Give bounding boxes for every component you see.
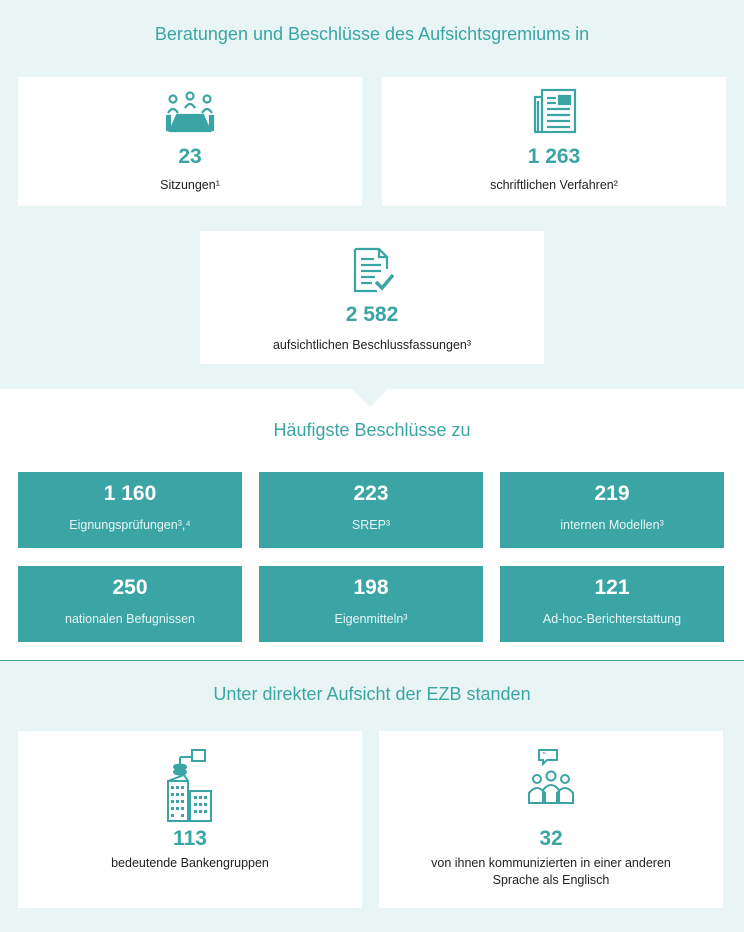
meetings-count: 23 [178,145,202,168]
bank-buildings-icon [164,747,216,823]
tile-internal-models [500,472,724,548]
significant-groups-label: bedeutende Bankengruppen [111,856,269,870]
meeting-table-icon [165,89,215,135]
non-english-label: von ihnen kommunizierten in einer anderen Sprache als Englisch [431,856,671,887]
tile-own-funds [259,566,483,642]
card-supervisory-decisions [200,231,544,364]
card-written-procedures [382,77,726,206]
tile-value: 1 160 [103,482,157,505]
tile-fit-and-proper [18,472,242,548]
section-pointer [352,389,388,407]
tile-label: Ad-hoc-Berichterstattung [542,612,682,626]
most-frequent-heading: Häufigste Beschlüsse zu [273,420,471,440]
card-significant-groups [18,731,362,908]
significant-groups-count: 113 [173,827,207,850]
people-speech-icon [525,747,577,807]
tile-value: 250 [112,576,148,599]
tile-value: 223 [353,482,389,505]
written-procedures-count: 1 263 [527,145,581,168]
decisions-label: aufsichtlichen Beschlussfassungen³ [272,338,472,352]
tile-value: 121 [594,576,630,599]
meetings-label: Sitzungen¹ [160,178,220,192]
tile-value: 198 [353,576,389,599]
tile-label: nationalen Befugnissen [65,612,195,626]
tile-ad-hoc-reporting [500,566,724,642]
tile-label: Eignungsprüfungen³,⁴ [69,518,191,532]
tile-label: Eigenmitteln³ [334,612,408,626]
card-meetings [18,77,362,206]
documents-icon [529,87,579,137]
decisions-count: 2 582 [345,303,399,326]
tile-srep [259,472,483,548]
tile-value: 219 [594,482,630,505]
tile-label: internen Modellen³ [560,518,664,532]
direct-supervision-heading: Unter direkter Aufsicht der EZB standen [213,684,531,704]
tile-national-powers [18,566,242,642]
document-check-icon [347,245,397,295]
card-non-english-groups [379,731,723,908]
non-english-count: 32 [539,827,563,850]
svg-text:“: “ [542,751,547,760]
meetings-heading: Beratungen und Beschlüsse des Aufsichtsgremiums in [154,24,590,44]
written-procedures-label: schriftlichen Verfahren² [490,178,618,192]
tile-label: SREP³ [351,518,391,532]
